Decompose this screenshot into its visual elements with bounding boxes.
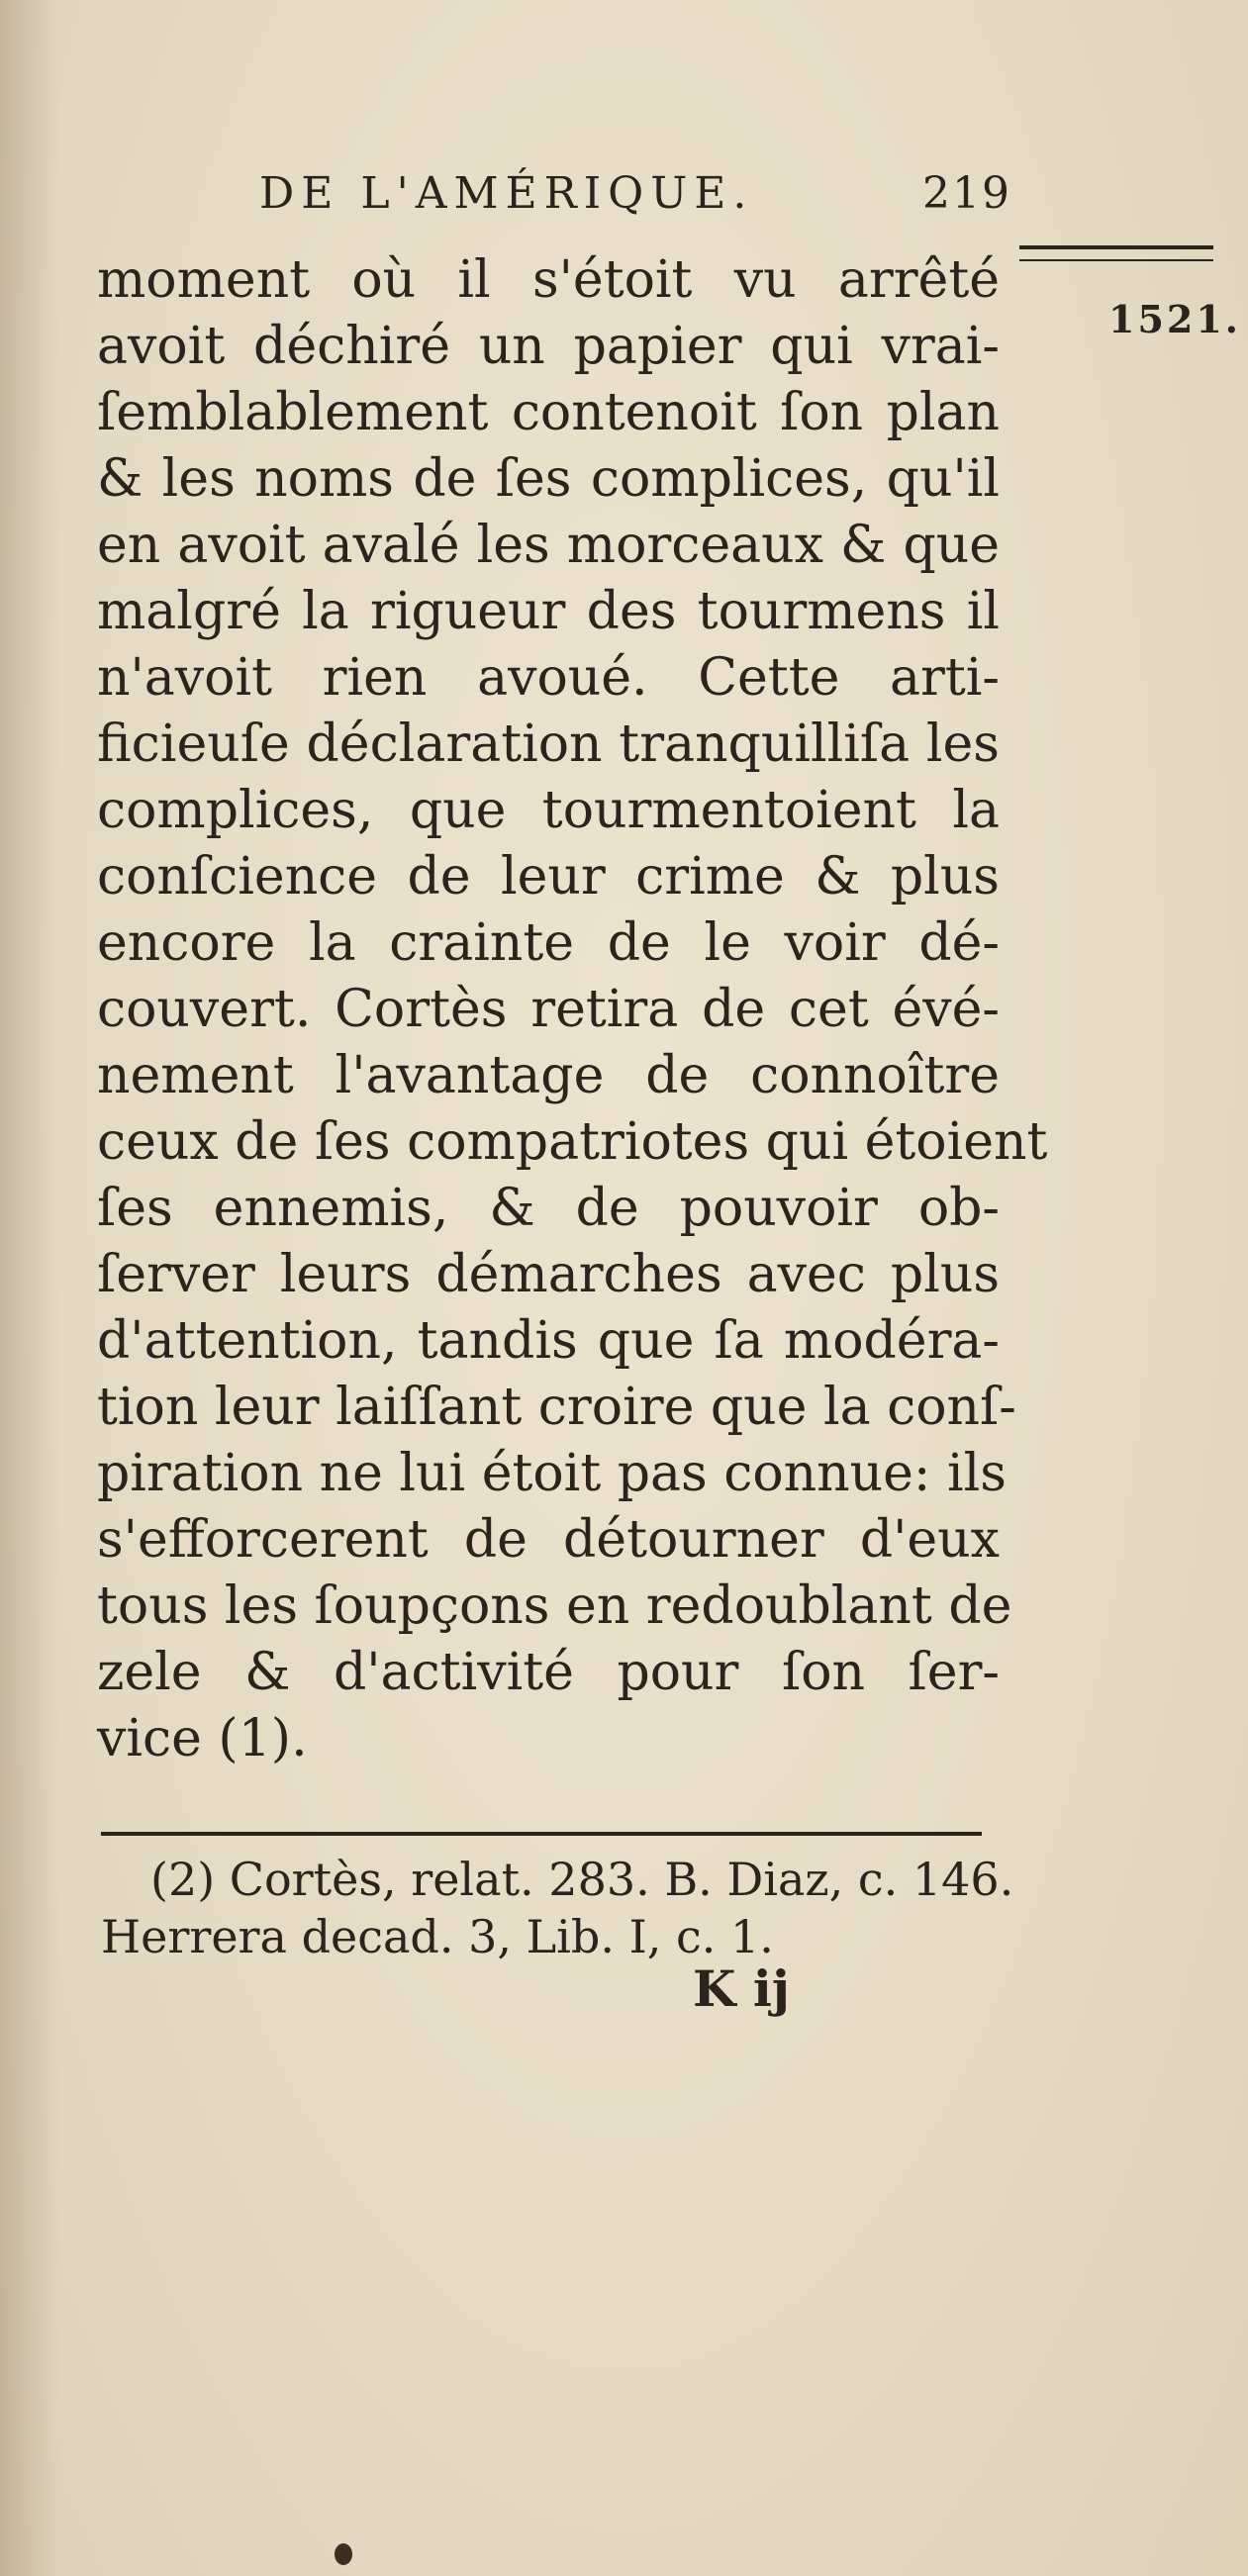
text-line-last: vice (1). (97, 1709, 308, 1768)
margin-rule-thin (1019, 259, 1213, 261)
page-number: 219 (922, 168, 1011, 219)
text-line: avoit déchiré un papier qui vrai- (97, 317, 1000, 376)
signature-mark: K ij (693, 1959, 790, 2018)
margin-rule (1019, 245, 1213, 249)
text-line: tous les ſoupçons en redoublant de (97, 1576, 1012, 1636)
text-line: ficieuſe déclaration tranquilliſa les (97, 715, 1000, 774)
footnote-line: Herrera decad. 3, Lib. I, c. 1. (101, 1910, 774, 1963)
text-line: ſes ennemis, & de pouvoir ob- (97, 1179, 1000, 1238)
text-line: en avoit avalé les morceaux & que (97, 516, 1000, 575)
running-head-title: DE L'AMÉRIQUE. (259, 168, 754, 219)
text-line: tion leur laiſſant croire que la conſ- (97, 1378, 1016, 1437)
text-line: encore la crainte de le voir dé- (97, 913, 1000, 973)
text-line: zele & d'activité pour ſon ſer- (97, 1643, 1000, 1702)
text-line: n'avoit rien avoué. Cette arti- (97, 648, 1000, 708)
margin-date-note: 1521. (1108, 297, 1241, 341)
text-line: ſemblablement contenoit ſon plan (97, 383, 1000, 442)
text-line: ceux de ſes compatriotes qui étoient (97, 1112, 1048, 1172)
text-line: complices, que tourmentoient la (97, 781, 1000, 840)
running-head (259, 168, 1011, 228)
ink-blot (335, 2543, 352, 2565)
footnote-rule (101, 1832, 982, 1836)
text-line: ſerver leurs démarches avec plus (97, 1245, 1000, 1304)
text-line: moment où il s'étoit vu arrêté (97, 250, 1000, 310)
text-line: & les noms de ſes complices, qu'il (97, 449, 1000, 509)
body-text (97, 247, 1048, 1772)
text-line: malgré la rigueur des tourmens il (97, 582, 1000, 641)
text-line: nement l'avantage de connoître (97, 1046, 1000, 1105)
text-line: piration ne lui étoit pas connue: ils (97, 1444, 1007, 1503)
text-line: conſcience de leur crime & plus (97, 847, 1000, 906)
text-line: couvert. Cortès retira de cet évé- (97, 980, 1000, 1039)
text-line: d'attention, tandis que ſa modéra- (97, 1311, 1000, 1371)
footnote-line: (2) Cortès, relat. 283. B. Diaz, c. 146. (150, 1853, 1014, 1906)
footnote (101, 1851, 1014, 1965)
text-line: s'efforcerent de détourner d'eux (97, 1510, 1000, 1570)
